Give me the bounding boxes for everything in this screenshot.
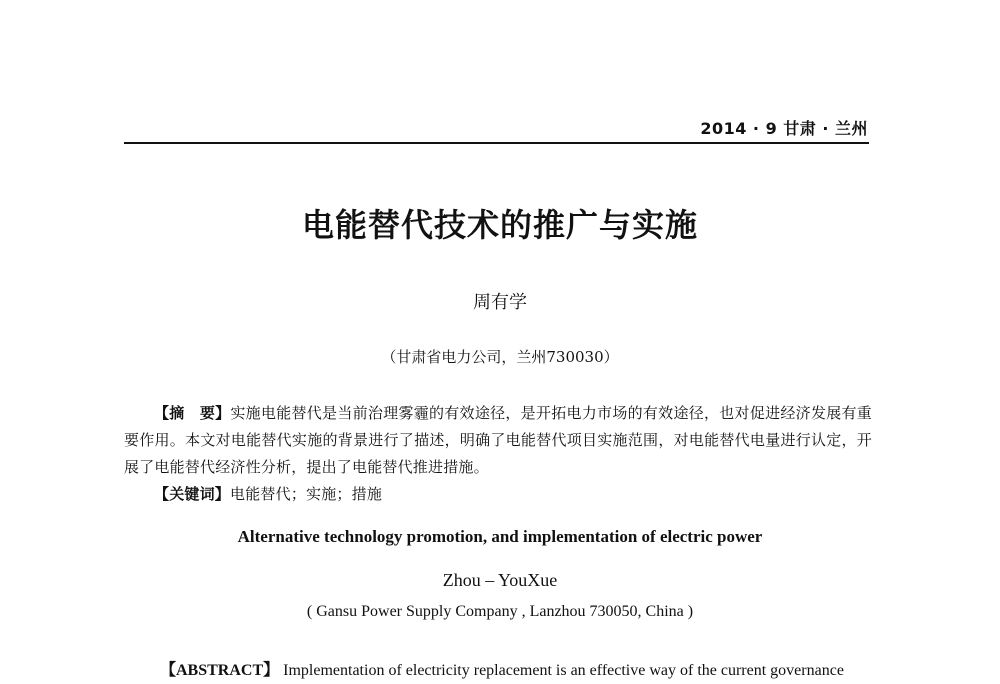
- keywords-paragraph: [124, 481, 872, 508]
- keywords-label: 【关键词】: [154, 485, 231, 503]
- affiliation: （甘肃省电力公司，兰州730030）: [381, 348, 619, 366]
- keywords-text: 电能替代；实施；措施: [230, 485, 383, 503]
- abstract-block: [124, 400, 872, 508]
- english-title: Alternative technology promotion, and implementation of electric power: [237, 527, 763, 546]
- abstract-paragraph: [124, 400, 872, 481]
- english-affiliation: ( Gansu Power Supply Company , Lanzhou 730050, China ): [306, 603, 694, 620]
- abstract-text: 实施电能替代是当前治理雾霾的有效途径，是开拓电力市场的有效途径，也对促进经济发展有重要作用。本文对电能替代实施的背景进行了描述，明确了电能替代项目实施范围，对电能替代电量进行认定，开展了电能替代经济性分析，提出了电能替代推进措施。: [124, 404, 872, 476]
- author: 周有学: [473, 292, 527, 313]
- english-author: Zhou – YouXue: [442, 570, 558, 590]
- abstract-label: 【摘 要】: [154, 404, 231, 422]
- header-rule: [124, 142, 869, 144]
- english-abstract-label: 【ABSTRACT】: [160, 662, 280, 679]
- english-abstract: [160, 657, 880, 680]
- english-abstract-text: Implementation of electricity replacement is an effective way of the current governance: [283, 662, 844, 679]
- running-header: 2014 · 9 甘肃 · 兰州: [700, 119, 868, 138]
- paper-title: 电能替代技术的推广与实施: [301, 206, 698, 244]
